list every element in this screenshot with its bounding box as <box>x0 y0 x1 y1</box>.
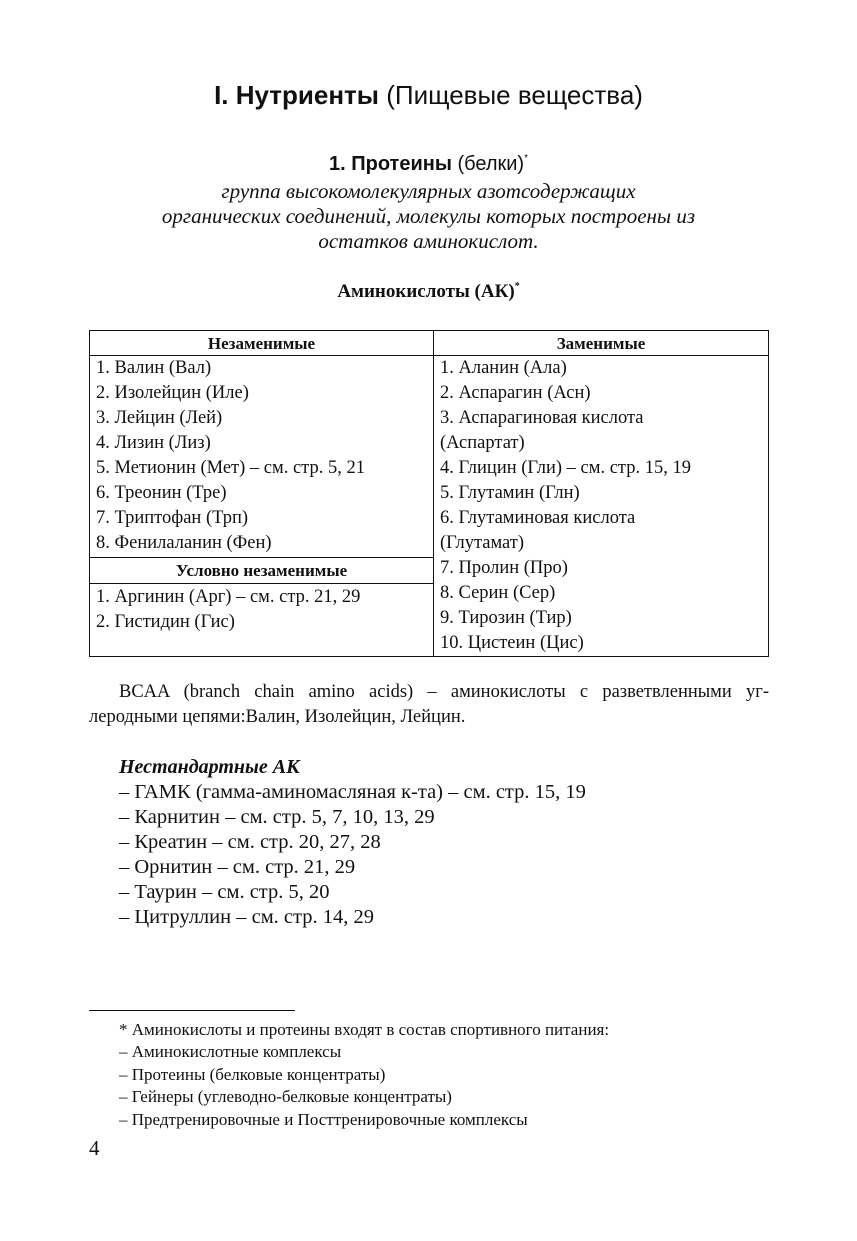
footnote-line: – Аминокислотные комплексы <box>119 1042 342 1061</box>
essential-list <box>90 356 365 556</box>
definition-line: остатков аминокислот. <box>318 229 539 253</box>
table-cell: 2. Гистидин (Гис) <box>96 612 235 632</box>
footnote-line: – Гейнеры (углеводно-белковые концентраты) <box>119 1087 452 1106</box>
page-number: 4 <box>89 1136 100 1160</box>
list-item: – Карнитин – см. стр. 5, 7, 10, 13, 29 <box>119 806 435 828</box>
footnote-rule <box>89 1010 295 1011</box>
list-item: – Креатин – см. стр. 20, 27, 28 <box>119 831 381 853</box>
table-cell: 1. Валин (Вал) <box>96 358 212 378</box>
table-cell: 1. Аланин (Ала) <box>440 358 567 378</box>
footnote-line: * Аминокислоты и протеины входят в состав спортивного питания: <box>119 1020 610 1039</box>
conditional-header: Условно незаменимые <box>175 561 348 580</box>
chapter-title: I. Нутриенты (Пищевые вещества) <box>214 80 643 110</box>
nonessential-list <box>434 356 691 656</box>
definition-line: группа высокомолекулярных азотсодержащих <box>221 179 636 203</box>
table-cell: 5. Метионин (Мет) – см. стр. 5, 21 <box>96 458 365 478</box>
list-item: – ГАМК (гамма-аминомасляная к-та) – см. стр. 15, 19 <box>119 781 586 803</box>
table-cell: 7. Триптофан (Трп) <box>96 508 249 528</box>
amino-acids-table <box>89 330 769 657</box>
divider <box>90 583 433 584</box>
table-cell: 8. Серин (Сер) <box>440 583 556 603</box>
footnote-line: – Предтренировочные и Посттренировочные комплексы <box>119 1110 528 1129</box>
table-cell: 4. Лизин (Лиз) <box>96 433 211 453</box>
table-cell: 7. Пролин (Про) <box>440 558 568 578</box>
table-cell: 3. Аспарагиновая кислота <box>440 408 644 428</box>
table-cell: 6. Глутаминовая кислота <box>440 508 636 528</box>
table-cell: 10. Цистеин (Цис) <box>440 633 584 653</box>
table-cell: 2. Изолейцин (Иле) <box>96 383 249 403</box>
table-cell: 3. Лейцин (Лей) <box>96 408 223 428</box>
table-cell: 2. Аспарагин (Асн) <box>440 383 591 403</box>
table-cell: 6. Треонин (Тре) <box>96 483 227 503</box>
nonessential-header: Заменимые <box>556 334 646 353</box>
list-item: – Таурин – см. стр. 5, 20 <box>119 881 330 903</box>
conditional-list <box>90 585 360 635</box>
nonstandard-heading: Нестандартные АК <box>119 756 300 778</box>
table-cell: 5. Глутамин (Глн) <box>440 483 580 503</box>
footnote-line: – Протеины (белковые концентраты) <box>119 1065 386 1084</box>
bcaa-paragraph-line: леродными цепями:Валин, Изолейцин, Лейцин. <box>89 707 466 727</box>
table-cell: 4. Глицин (Гли) – см. стр. 15, 19 <box>440 458 691 478</box>
essential-header: Незаменимые <box>207 334 316 353</box>
bcaa-paragraph-line: BCAA (branch chain amino acids) – аминокислоты с разветвленными уг- <box>119 682 769 702</box>
table-cell: 1. Аргинин (Арг) – см. стр. 21, 29 <box>96 587 361 607</box>
list-item: – Орнитин – см. стр. 21, 29 <box>119 856 356 878</box>
table-cell: (Аспартат) <box>440 433 525 453</box>
table-cell: 8. Фенилаланин (Фен) <box>96 533 272 553</box>
list-item: – Цитруллин – см. стр. 14, 29 <box>119 906 374 928</box>
definition-line: органических соединений, молекулы которых построены из <box>161 204 696 228</box>
table-cell: 9. Тирозин (Тир) <box>440 608 572 628</box>
section-title: 1. Протеины (белки)* <box>329 153 528 175</box>
table-title: Аминокислоты (АК)* <box>337 281 520 302</box>
table-cell: (Глутамат) <box>440 533 525 553</box>
